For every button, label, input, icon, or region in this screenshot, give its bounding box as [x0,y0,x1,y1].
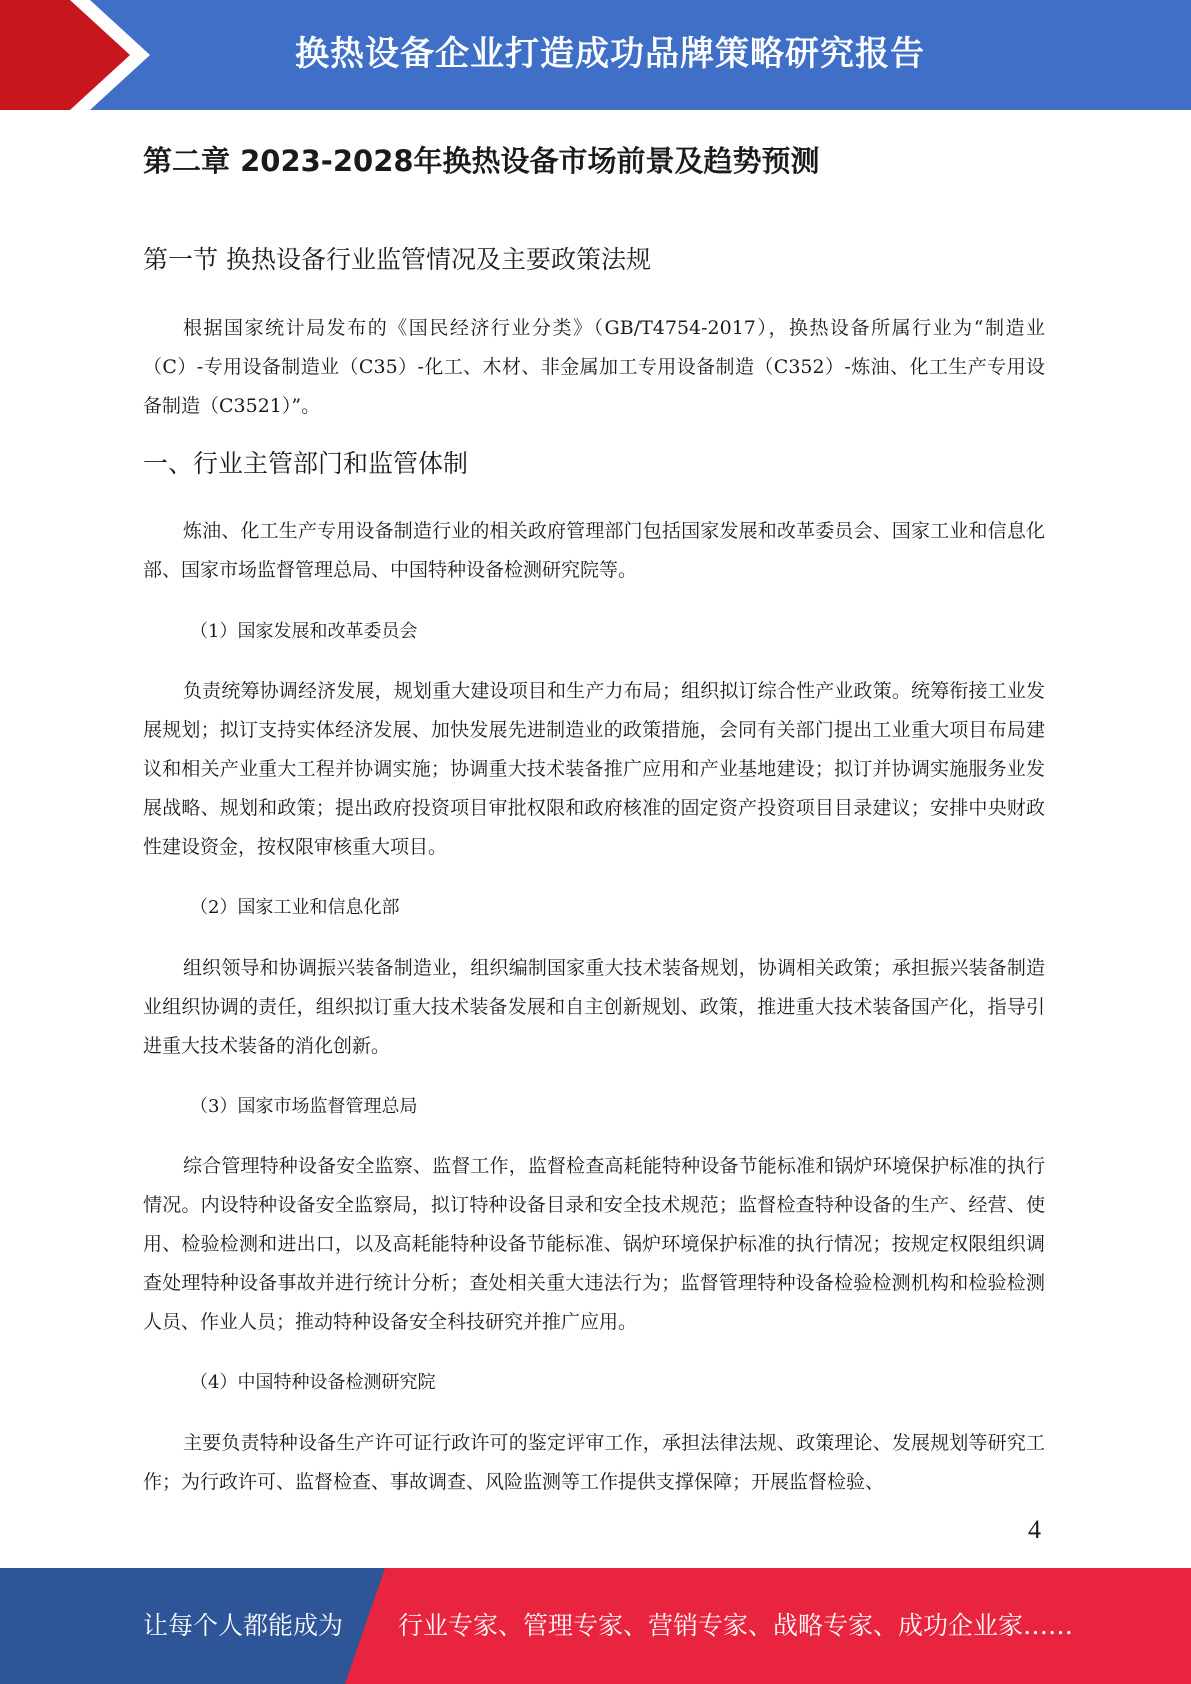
department-heading-ndrc: （1）国家发展和改革委员会 [190,621,418,642]
department-heading-miit: （2）国家工业和信息化部 [190,897,400,918]
department-heading-csei: （4）中国特种设备检测研究院 [190,1372,436,1393]
subsection-title: 一、行业主管部门和监管体制 [143,449,469,478]
section-title: 第一节 换热设备行业监管情况及主要政策法规 [143,245,651,274]
page-number: 4 [1028,1515,1041,1544]
department-body-samr: 综合管理特种设备安全监察、监督工作，监督检查高耗能特种设备节能标准和锅炉环境保护标准的执行情况。内设特种设备安全监察局，拟订特种设备目录和安全技术规范；监督检查特种设备的生产、经营、使用、检验检测和进出口，以及高耗能特种设备节能标准、锅炉环境保护标准的执行情况；按规定权限组织调查处理特种设备事故并进行统计分析；查处相关重大违法行为；监督管理特种设备检验检测机构和检验检测人员、作业人员；推动特种设备安全科技研究并推广应用。 [143,1155,1045,1333]
department-body-csei: 主要负责特种设备生产许可证行政许可的鉴定评审工作，承担法律法规、政策理论、发展规划等研究工作；为行政许可、监督检查、事故调查、风险监测等工作提供支撑保障；开展监督检验、 [143,1432,1045,1493]
department-heading-samr: （3）国家市场监督管理总局 [190,1096,418,1117]
subsection-intro-paragraph: 炼油、化工生产专用设备制造行业的相关政府管理部门包括国家发展和改革委员会、国家工业和信息化部、国家市场监督管理总局、中国特种设备检测研究院等。 [143,520,1045,581]
chapter-title: 第二章 2023-2028年换热设备市场前景及趋势预测 [143,144,820,178]
department-body-ndrc: 负责统筹协调经济发展，规划重大建设项目和生产力布局；组织拟订综合性产业政策。统筹衔接工业发展规划；拟订支持实体经济发展、加快发展先进制造业的政策措施，会同有关部门提出工业重大项目布局建议和相关产业重大工程并协调实施；协调重大技术装备推广应用和产业基地建设；拟订并协调实施服务业发展战略、规划和政策；提出政府投资项目审批权限和政府核准的固定资产投资项目目录建议；安排中央财政性建设资金，按权限审核重大项目。 [143,680,1045,858]
footer-slogan-left: 让每个人都能成为 [143,1611,344,1640]
page-content [143,135,1045,1493]
intro-paragraph: 根据国家统计局发布的《国民经济行业分类》（GB/T4754-2017），换热设备所属行业为“制造业（C）-专用设备制造业（C35）-化工、木材、非金属加工专用设备制造（C352）-炼油、化工生产专用设备制造（C3521）”。 [143,317,1045,417]
page-footer-banner [0,1568,1191,1684]
department-body-miit: 组织领导和协调振兴装备制造业，组织编制国家重大技术装备规划，协调相关政策；承担振兴装备制造业组织协调的责任，组织拟订重大技术装备发展和自主创新规划、政策，推进重大技术装备国产化，指导引进重大技术装备的消化创新。 [143,957,1045,1057]
footer-slogan-right: 行业专家、管理专家、营销专家、战略专家、成功企业家…… [398,1611,1074,1640]
report-title: 换热设备企业打造成功品牌策略研究报告 [295,34,925,74]
page-header-banner [0,0,1191,110]
